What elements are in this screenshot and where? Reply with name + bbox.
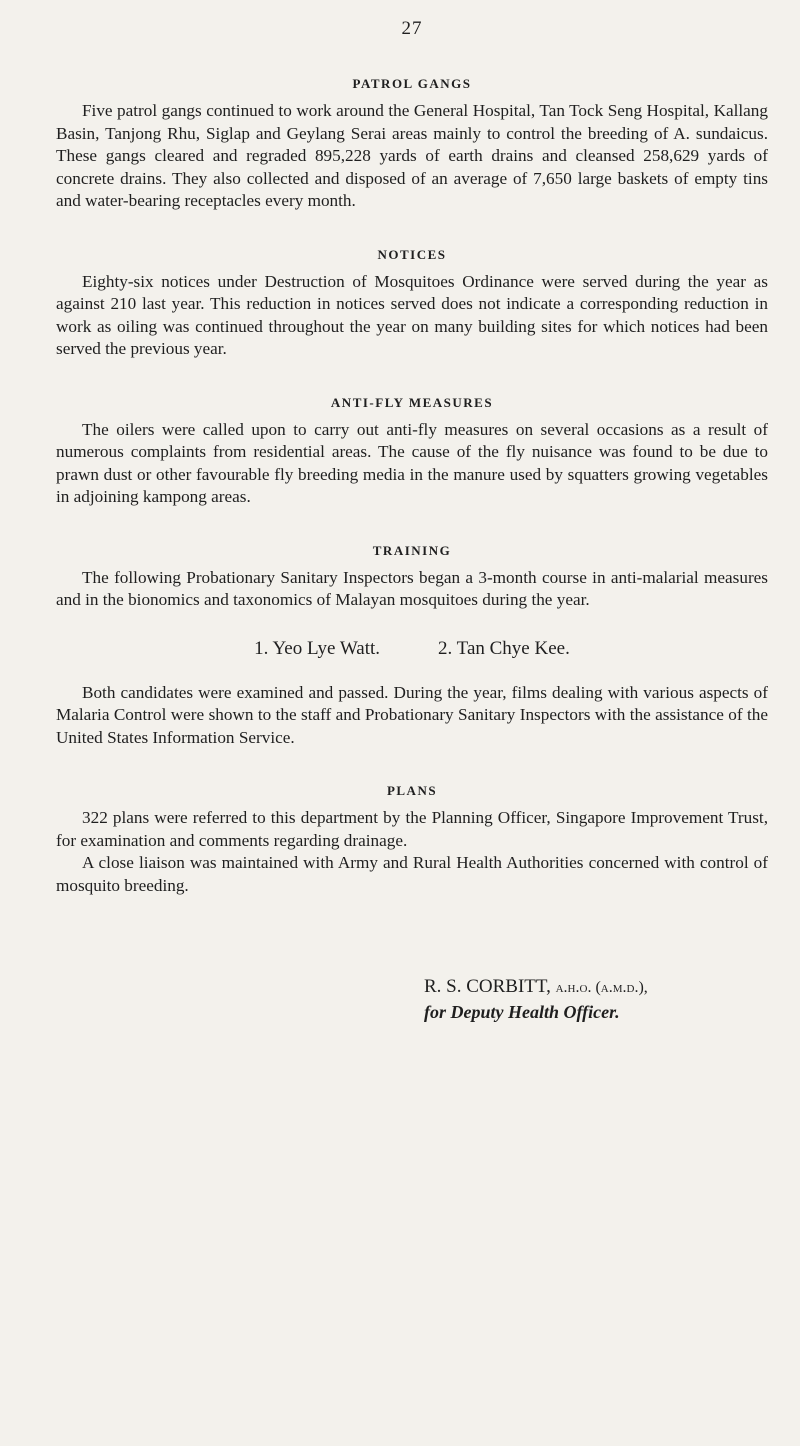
signatory-line [424, 975, 768, 1000]
paragraph: Both candidates were examined and passed. During the year, films dealing with various aspects of Malaria Control were shown to the staff and Probationary Sanitary Inspectors with the assistance of the United States Information Service. [56, 682, 768, 747]
signature-block [424, 975, 768, 1024]
trainee-name: 1. Yeo Lye Watt. [254, 637, 381, 659]
section-heading: TRAINING [372, 542, 452, 558]
page-number: 27 [401, 18, 423, 39]
section-heading: PLANS [386, 783, 438, 798]
section-heading: NOTICES [377, 246, 447, 262]
paragraph: Eighty-six notices under Destruction of Mosquitoes Ordinance were served during the year as against 210 last year. This reduction in notices served does not indicate a corresponding reduction in work as oiling was continued throughout the year on many building sites for which notices had been served the previous year. [56, 271, 768, 358]
trainee-list [56, 638, 768, 660]
section-notices [56, 247, 768, 361]
paragraph: The oilers were called upon to carry out anti-fly measures on several occasions as a result of numerous complaints from residential areas. The cause of the fly nuisance was found to be due to prawn dust or other favourable fly breeding media in the manure used by squatters growing vegetables in adjoining kampong areas. [56, 419, 768, 506]
paragraph: The following Probationary Sanitary Inspectors began a 3-month course in anti-malarial measures and in the bionomics and taxonomics of Malayan mosquitoes during the year. [56, 567, 768, 609]
signatory-title: for Deputy Health Officer. [424, 1002, 620, 1022]
section-heading: ANTI-FLY MEASURES [330, 394, 494, 410]
section-patrol-gangs [56, 76, 768, 213]
document-page [56, 18, 768, 1024]
trainee-name: 2. Tan Chye Kee. [438, 637, 570, 659]
section-heading: PATROL GANGS [352, 76, 472, 91]
signatory-qualifications: a.h.o. (a.m.d.), [555, 979, 648, 996]
paragraph: A close liaison was maintained with Army and Rural Health Authorities concerned with control of mosquito breeding. [56, 853, 768, 895]
paragraph: 322 plans were referred to this department by the Planning Officer, Singapore Improvement Trust, for examination and comments regarding drainage. [56, 808, 768, 850]
section-anti-fly-measures [56, 395, 768, 509]
signatory-name: R. S. CORBITT, [424, 976, 551, 997]
section-plans [56, 783, 768, 897]
section-training [56, 543, 768, 750]
paragraph: Five patrol gangs continued to work around the General Hospital, Tan Tock Seng Hospital, Kallang Basin, Tanjong Rhu, Siglap and Geylang Serai areas mainly to control the breeding of A. sundaicus. These gangs cleared and regraded 895,228 yards of earth drains and cleansed 258,629 yards of concrete drains. They also collected and disposed of an average of 7,650 large baskets of empty tins and water-bearing receptacles every month. [56, 101, 768, 210]
